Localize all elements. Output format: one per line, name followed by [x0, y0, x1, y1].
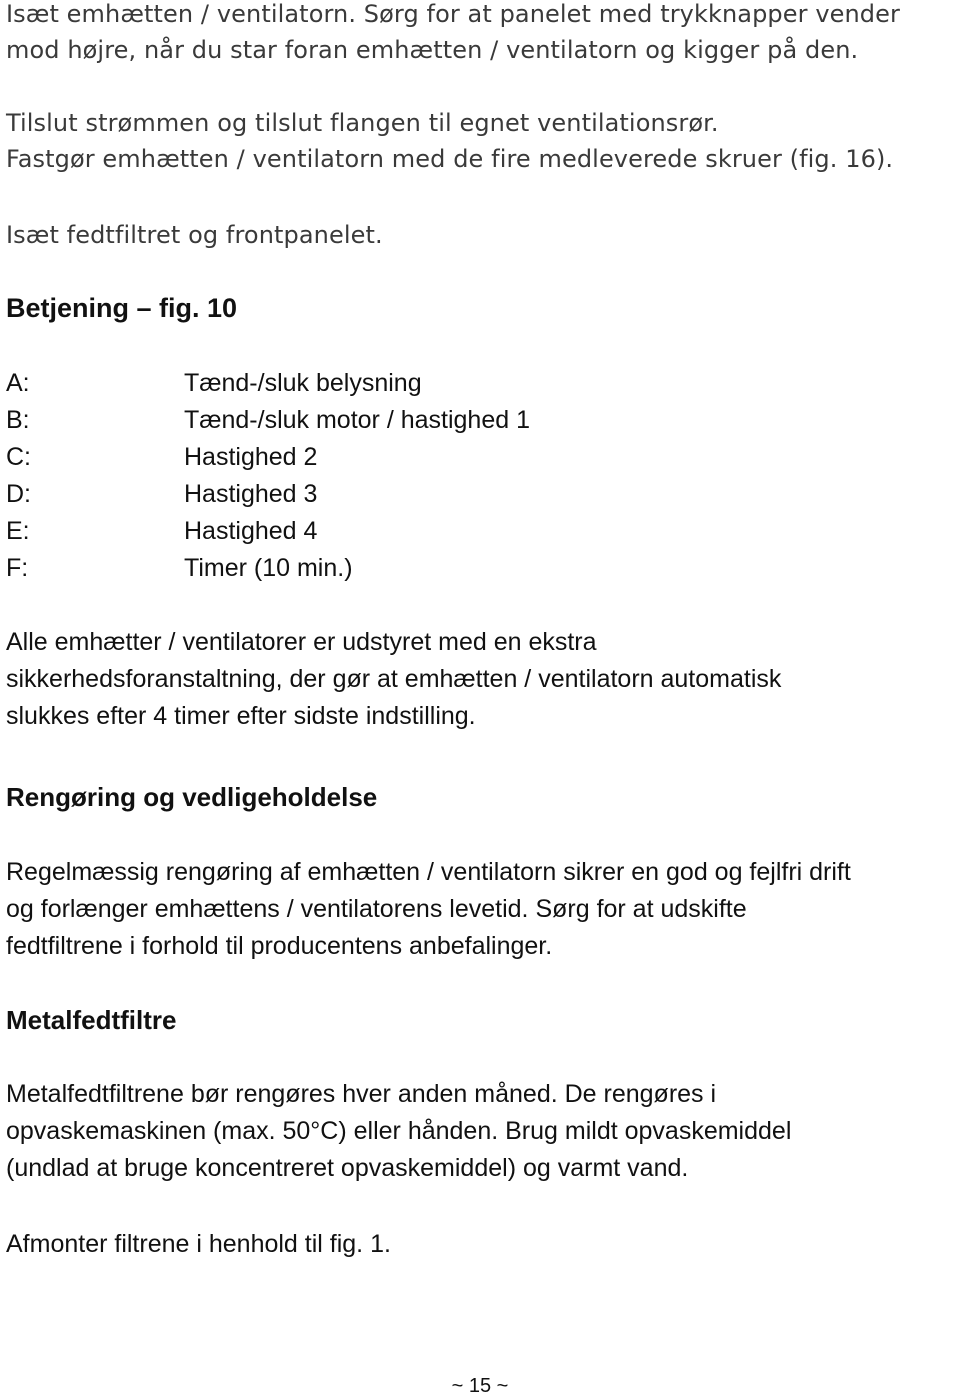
cleaning-line-1: Regelmæssig rengøring af emhætten / ventilatorn sikrer en god og fejlfri drift: [6, 858, 851, 886]
cleaning-line-3: fedtfiltrene i forhold til producentens anbefalinger.: [6, 932, 553, 960]
control-desc: Tænd-/sluk motor / hastighed 1: [184, 406, 530, 434]
control-row-d: [6, 476, 706, 513]
control-row-b: [6, 402, 706, 439]
control-key: C:: [6, 443, 31, 471]
cleaning-line-2: og forlænger emhættens / ventilatorens levetid. Sørg for at udskifte: [6, 895, 747, 923]
control-desc: Tænd-/sluk belysning: [184, 369, 422, 397]
control-key: D:: [6, 480, 31, 508]
remove-filters-line: Afmonter filtrene i henhold til fig. 1.: [6, 1230, 391, 1258]
control-row-f: [6, 550, 706, 587]
safety-line-2: sikkerhedsforanstaltning, der gør at emhætten / ventilatorn automatisk: [6, 665, 782, 693]
intro-paragraph-3: [6, 217, 956, 253]
metal-filters-heading: Metalfedtfiltre: [6, 1005, 177, 1035]
intro-line-3: Tilslut strømmen og tilslut flangen til egnet ventilationsrør.: [6, 109, 719, 137]
control-desc: Timer (10 min.): [184, 554, 353, 582]
remove-filters-paragraph: [6, 1226, 956, 1263]
intro-line-1: Isæt emhætten / ventilatorn. Sørg for at panelet med trykknapper vender: [6, 0, 900, 28]
operation-heading: Betjening – fig. 10: [6, 293, 238, 323]
control-key: B:: [6, 406, 30, 434]
page-number: ~ 15 ~: [451, 1375, 509, 1397]
intro-paragraph-2: [6, 105, 956, 177]
metal-filters-line-1: Metalfedtfiltrene bør rengøres hver anden måned. De rengøres i: [6, 1080, 717, 1108]
metal-filters-line-2: opvaskemaskinen (max. 50°C) eller hånden. Brug mildt opvaskemiddel: [6, 1117, 792, 1145]
safety-line-1: Alle emhætter / ventilatorer er udstyret med en ekstra: [6, 628, 597, 656]
intro-line-5: Isæt fedtfiltret og frontpanelet.: [6, 221, 383, 249]
control-key: E:: [6, 517, 30, 545]
control-row-a: [6, 365, 706, 402]
control-desc: Hastighed 3: [184, 480, 318, 508]
cleaning-heading: Rengøring og vedligeholdelse: [6, 782, 378, 812]
safety-line-3: slukkes efter 4 timer efter sidste indstilling.: [6, 702, 476, 730]
control-row-e: [6, 513, 706, 550]
control-desc: Hastighed 4: [184, 517, 318, 545]
safety-paragraph: [6, 624, 956, 735]
metal-filters-line-3: (undlad at bruge koncentreret opvaskemiddel) og varmt vand.: [6, 1154, 689, 1182]
intro-line-4: Fastgør emhætten / ventilatorn med de fire medleverede skruer (fig. 16).: [6, 145, 894, 173]
control-desc: Hastighed 2: [184, 443, 318, 471]
control-key: A:: [6, 369, 30, 397]
cleaning-paragraph: [6, 854, 956, 965]
intro-paragraph-1: [6, 0, 956, 68]
metal-filters-paragraph: [6, 1076, 956, 1187]
control-row-c: [6, 439, 706, 476]
control-key: F:: [6, 554, 29, 582]
intro-line-2: mod højre, når du star foran emhætten / ventilatorn og kigger på den.: [6, 36, 859, 64]
